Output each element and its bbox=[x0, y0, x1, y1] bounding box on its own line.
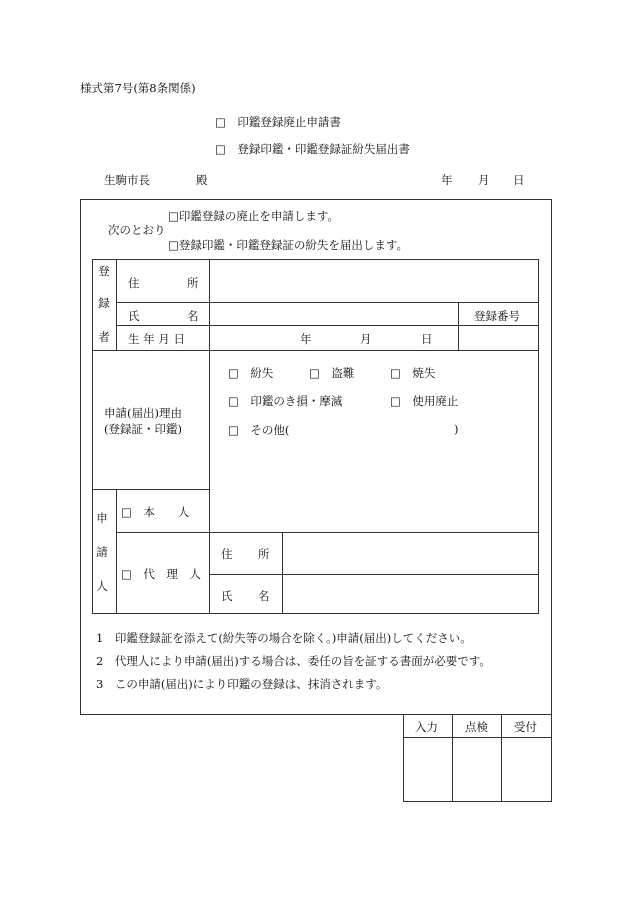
intro-option-loss[interactable]: □登録印鑑・印鑑登録証の紛失を届出します。 bbox=[168, 238, 408, 252]
intro-lead: 次のとおり bbox=[108, 223, 166, 237]
reason-lost-checkbox[interactable]: □ 紛失 bbox=[228, 366, 274, 380]
applicant-side-label-3: 人 bbox=[96, 579, 108, 593]
birth-date-label: 生 年 月 日 bbox=[128, 332, 185, 346]
agent-name-field[interactable] bbox=[283, 575, 538, 614]
date-month-label: 月 bbox=[478, 173, 490, 187]
note-2: 2 代理人により申請(届出)する場合は、委任の旨を証する書面が必要です。 bbox=[96, 654, 491, 668]
registration-number-label: 登録番号 bbox=[474, 309, 520, 323]
birth-month-label: 月 bbox=[360, 332, 372, 346]
title-loss-notification[interactable]: □ 登録印鑑・印鑑登録証紛失届出書 bbox=[215, 142, 410, 156]
applicant-side-label-2: 請 bbox=[96, 545, 108, 559]
reason-stolen-checkbox[interactable]: □ 盗難 bbox=[309, 366, 355, 380]
registrant-name-field[interactable] bbox=[210, 303, 457, 325]
reason-other-checkbox[interactable]: □ その他( bbox=[228, 423, 290, 437]
date-day-label: 日 bbox=[513, 173, 525, 187]
office-check-label: 点検 bbox=[465, 720, 488, 734]
agent-name-label-b: 名 bbox=[258, 589, 270, 603]
registrant-side-label-1: 登 bbox=[98, 264, 110, 278]
office-received-label: 受付 bbox=[514, 720, 537, 734]
agent-address-label-a: 住 bbox=[221, 547, 233, 561]
registrant-side-label-2: 録 bbox=[98, 296, 110, 310]
reason-other-close: ) bbox=[454, 422, 459, 436]
note-1: 1 印鑑登録証を添えて(紛失等の場合を除く。)申請(届出)してください。 bbox=[96, 631, 472, 645]
reason-label-line1: 申請(届出)理由 bbox=[104, 406, 182, 420]
applicant-agent-checkbox[interactable]: □ 代 理 人 bbox=[121, 567, 201, 581]
registrant-name-label-a: 氏 bbox=[128, 309, 140, 323]
reason-damaged-checkbox[interactable]: □ 印鑑のき損・摩滅 bbox=[228, 394, 343, 408]
registration-number-field[interactable] bbox=[459, 326, 538, 350]
form-number: 様式第7号(第8条関係) bbox=[80, 81, 196, 95]
applicant-self-checkbox[interactable]: □ 本 人 bbox=[121, 505, 190, 519]
intro-option-abolish[interactable]: □印鑑登録の廃止を申請します。 bbox=[168, 209, 339, 223]
registrant-name-label-b: 名 bbox=[187, 309, 199, 323]
office-input-label: 入力 bbox=[415, 720, 438, 734]
date-year-label: 年 bbox=[441, 173, 453, 187]
honorific: 殿 bbox=[196, 173, 208, 187]
birth-day-label: 日 bbox=[421, 332, 433, 346]
applicant-side-label-1: 申 bbox=[96, 511, 108, 525]
agent-address-label-b: 所 bbox=[258, 547, 270, 561]
addressee: 生駒市長 bbox=[104, 173, 150, 187]
title-abolition-application[interactable]: □ 印鑑登録廃止申請書 bbox=[215, 115, 341, 129]
agent-address-field[interactable] bbox=[283, 533, 538, 574]
note-3: 3 この申請(届出)により印鑑の登録は、抹消されます。 bbox=[96, 677, 388, 691]
registrant-address-label-b: 所 bbox=[187, 276, 199, 290]
reason-discontinued-checkbox[interactable]: □ 使用廃止 bbox=[390, 394, 459, 408]
birth-year-label: 年 bbox=[300, 332, 312, 346]
registrant-side-label-3: 者 bbox=[98, 330, 110, 344]
reason-label-line2: (登録証・印鑑) bbox=[104, 422, 182, 436]
registrant-address-label-a: 住 bbox=[128, 276, 140, 290]
agent-name-label-a: 氏 bbox=[221, 589, 233, 603]
reason-burned-checkbox[interactable]: □ 焼失 bbox=[390, 366, 436, 380]
registrant-address-field[interactable] bbox=[210, 260, 538, 302]
